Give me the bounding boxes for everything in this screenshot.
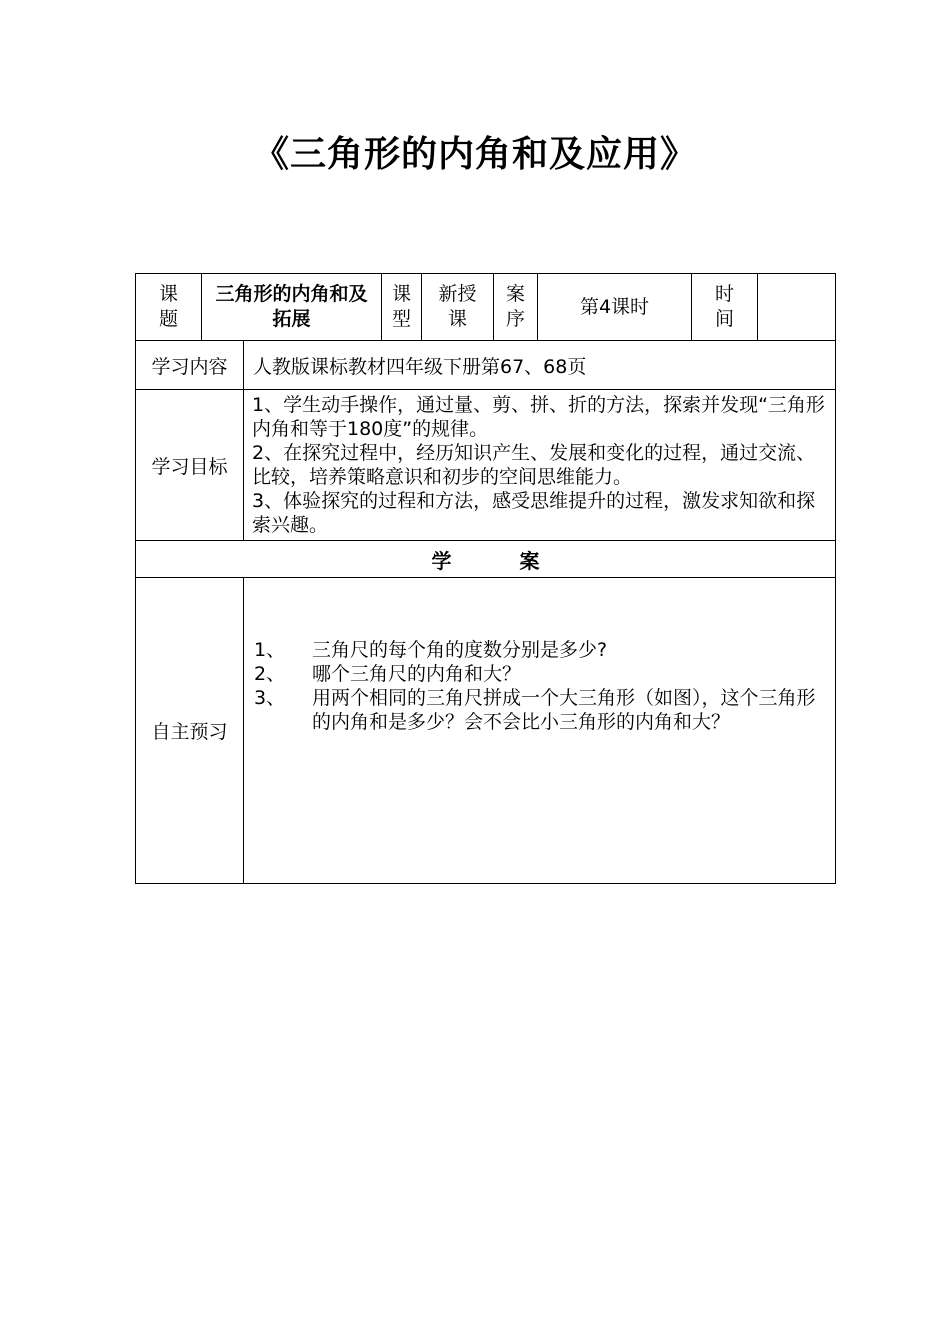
question-list bbox=[244, 578, 835, 734]
time-label-cell bbox=[692, 274, 758, 341]
topic-label: 课题 bbox=[158, 283, 178, 330]
plan-value: 第4课时 bbox=[579, 295, 650, 318]
content-value-cell bbox=[244, 341, 836, 390]
goals-label: 学习目标 bbox=[151, 455, 228, 478]
plan-value-cell bbox=[538, 274, 692, 341]
goal-item: 2、在探究过程中，经历知识产生、发展和变化的过程，通过交流、比较，培养策略意识和初步的空间思维能力。 bbox=[252, 442, 816, 488]
goal-item: 1、学生动手操作，通过量、剪、拼、折的方法，探索并发现“三角形内角和等于180度”的规律。 bbox=[252, 394, 825, 440]
question-item bbox=[254, 686, 827, 734]
section-heading-left: 学 bbox=[431, 548, 452, 573]
type-label-cell bbox=[382, 274, 422, 341]
goal-item: 3、体验探究的过程和方法，感受思维提升的过程，激发求知欲和探索兴趣。 bbox=[252, 490, 816, 536]
section-heading-right: 案 bbox=[519, 548, 540, 573]
goals-label-cell bbox=[136, 390, 244, 541]
section-heading-row bbox=[136, 541, 836, 578]
question-number: 3、 bbox=[254, 687, 286, 709]
topic-label-cell bbox=[136, 274, 202, 341]
plan-label: 案序 bbox=[505, 283, 525, 330]
section-heading-cell bbox=[136, 541, 836, 578]
question-number: 1、 bbox=[254, 639, 286, 661]
question-text: 用两个相同的三角尺拼成一个大三角形（如图），这个三角形的内角和是多少？会不会比小三角形的内角和大？ bbox=[312, 687, 816, 733]
self-study-label: 自主预习 bbox=[151, 721, 228, 743]
type-value-cell bbox=[422, 274, 494, 341]
lesson-plan-table bbox=[135, 273, 836, 884]
plan-label-cell bbox=[494, 274, 538, 341]
question-number: 2、 bbox=[254, 663, 286, 685]
self-study-content-cell bbox=[244, 578, 836, 884]
question-item bbox=[254, 638, 827, 662]
header-row bbox=[136, 274, 836, 341]
self-study-row bbox=[136, 578, 836, 884]
time-value-cell[interactable] bbox=[758, 274, 836, 341]
content-label-cell bbox=[136, 341, 244, 390]
time-label: 时间 bbox=[714, 283, 734, 330]
question-text: 三角尺的每个角的度数分别是多少? bbox=[312, 639, 608, 661]
type-label: 课型 bbox=[391, 283, 411, 330]
self-study-label-cell bbox=[136, 578, 244, 884]
question-item bbox=[254, 662, 827, 686]
type-value: 新授课 bbox=[438, 283, 477, 330]
goals-content-cell bbox=[244, 390, 836, 541]
topic-value: 三角形的内角和及拓展 bbox=[215, 283, 368, 330]
content-label: 学习内容 bbox=[151, 355, 228, 378]
document-title: 《三角形的内角和及应用》 bbox=[252, 134, 697, 175]
question-text: 哪个三角尺的内角和大？ bbox=[312, 663, 522, 685]
content-value: 人教版课标教材四年级下册第67、68页 bbox=[253, 355, 587, 378]
goals-row bbox=[136, 390, 836, 541]
content-row bbox=[136, 341, 836, 390]
topic-value-cell bbox=[202, 274, 382, 341]
